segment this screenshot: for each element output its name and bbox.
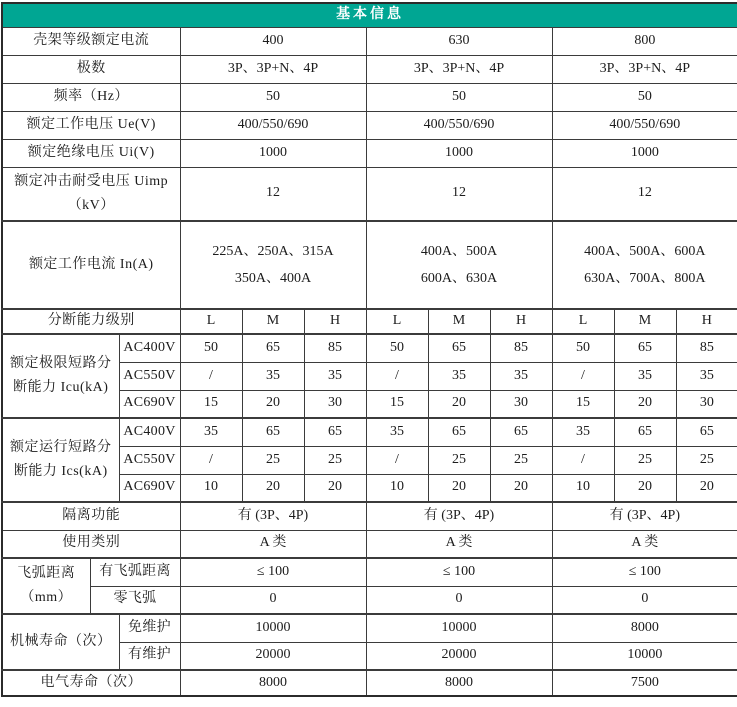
value-cell: 12 [552, 167, 737, 221]
value-cell: 35 [676, 362, 737, 390]
row-label-in-current: 额定工作电流 In(A) [2, 221, 180, 309]
value-cell: 30 [304, 390, 366, 418]
value-cell: 400 [180, 27, 366, 55]
value-cell: 35 [242, 362, 304, 390]
level-header: L [552, 309, 614, 334]
row-label-electrical-life: 电气寿命（次） [2, 670, 180, 696]
value-cell: 50 [180, 83, 366, 111]
value-cell: 85 [490, 334, 552, 362]
value-cell: 7500 [552, 670, 737, 696]
value-cell: 15 [180, 390, 242, 418]
row-label-line: 飞弧距离 [17, 566, 76, 581]
value-cell: 20 [242, 474, 304, 502]
value-cell: 3P、3P+N、4P [552, 55, 737, 83]
value-cell: 85 [676, 334, 737, 362]
table-title: 基本信息 [2, 3, 737, 27]
value-cell: 400/550/690 [180, 111, 366, 139]
level-header: L [366, 309, 428, 334]
value-cell: 15 [366, 390, 428, 418]
value-cell: 20000 [180, 642, 366, 670]
value-cell: 8000 [180, 670, 366, 696]
row-label-line: （mm） [20, 590, 73, 605]
value-cell: 65 [428, 334, 490, 362]
row-label-breaking-grade: 分断能力级别 [2, 309, 180, 334]
value-cell: 有 (3P、4P) [552, 502, 737, 530]
value-line: 630A、700A、800A [584, 271, 706, 286]
sub-label: AC400V [119, 334, 180, 362]
table-row [2, 614, 737, 642]
value-cell: 3P、3P+N、4P [180, 55, 366, 83]
value-cell: / [180, 362, 242, 390]
table-row [2, 670, 737, 696]
spec-table [1, 2, 737, 697]
value-cell: ≤ 100 [180, 558, 366, 586]
value-cell: 35 [366, 418, 428, 446]
value-cell: 65 [614, 334, 676, 362]
level-header: H [304, 309, 366, 334]
row-label-poles: 极数 [2, 55, 180, 83]
sub-label: AC690V [119, 474, 180, 502]
value-line: 600A、630A [420, 271, 498, 286]
row-label-isolation: 隔离功能 [2, 502, 180, 530]
table-row [2, 586, 737, 614]
value-cell: 65 [304, 418, 366, 446]
value-cell: 30 [490, 390, 552, 418]
value-cell: 10 [366, 474, 428, 502]
value-cell: 25 [614, 446, 676, 474]
value-cell: 35 [180, 418, 242, 446]
value-cell: 25 [676, 446, 737, 474]
value-cell: 1000 [552, 139, 737, 167]
row-label-ui: 额定绝缘电压 Ui(V) [2, 139, 180, 167]
row-label-category: 使用类别 [2, 530, 180, 558]
row-label-ics [2, 418, 119, 502]
sub-label: AC690V [119, 390, 180, 418]
value-cell: 3P、3P+N、4P [366, 55, 552, 83]
value-line: 225A、250A、315A [212, 244, 334, 259]
value-cell [552, 221, 737, 309]
value-cell: 10 [180, 474, 242, 502]
row-label-line: 额定冲击耐受电压 Uimp [14, 173, 169, 189]
value-cell: 630 [366, 27, 552, 55]
sub-label: AC400V [119, 418, 180, 446]
value-cell: 400/550/690 [366, 111, 552, 139]
value-cell: 30 [676, 390, 737, 418]
value-cell: 20 [614, 390, 676, 418]
value-cell: 1000 [180, 139, 366, 167]
value-cell: 35 [614, 362, 676, 390]
value-cell: 35 [428, 362, 490, 390]
value-cell: 10000 [366, 614, 552, 642]
value-cell: 50 [552, 334, 614, 362]
value-cell: 20 [428, 474, 490, 502]
table-row [2, 83, 737, 111]
row-label-ue: 额定工作电压 Ue(V) [2, 111, 180, 139]
level-header: M [242, 309, 304, 334]
row-label-line: 额定运行短路分 [10, 440, 112, 455]
value-cell: 20000 [366, 642, 552, 670]
value-cell: 800 [552, 27, 737, 55]
sub-label: 有飞弧距离 [90, 558, 180, 586]
level-header: H [676, 309, 737, 334]
table-row [2, 558, 737, 586]
row-label-frame-current: 壳架等级额定电流 [2, 27, 180, 55]
value-cell: 25 [242, 446, 304, 474]
value-cell [366, 221, 552, 309]
row-label-line: 断能力 Ics(kA) [13, 464, 108, 479]
level-header: M [428, 309, 490, 334]
value-cell: 10000 [552, 642, 737, 670]
level-header: H [490, 309, 552, 334]
value-cell: 0 [180, 586, 366, 614]
table-row [2, 309, 737, 334]
value-cell: 65 [676, 418, 737, 446]
value-cell: 10000 [180, 614, 366, 642]
row-label-mechanical-life: 机械寿命（次） [2, 614, 119, 670]
value-cell: 20 [614, 474, 676, 502]
value-cell: ≤ 100 [552, 558, 737, 586]
value-cell: 65 [614, 418, 676, 446]
value-cell: 65 [242, 334, 304, 362]
table-row [2, 221, 737, 309]
value-cell: 65 [490, 418, 552, 446]
value-cell: 35 [304, 362, 366, 390]
value-cell: / [180, 446, 242, 474]
row-label-line: （kV） [67, 197, 115, 213]
value-cell: 有 (3P、4P) [180, 502, 366, 530]
table-row [2, 3, 737, 27]
value-cell: 50 [366, 83, 552, 111]
row-label-arc-distance [2, 558, 90, 614]
level-header: M [614, 309, 676, 334]
value-cell: 85 [304, 334, 366, 362]
row-label-line: 额定极限短路分 [10, 356, 112, 371]
value-line: 350A、400A [234, 271, 312, 286]
table-row [2, 139, 737, 167]
value-cell: 有 (3P、4P) [366, 502, 552, 530]
value-cell: 50 [552, 83, 737, 111]
value-cell: 8000 [552, 614, 737, 642]
table-row [2, 167, 737, 221]
value-cell: 400/550/690 [552, 111, 737, 139]
value-cell: 20 [676, 474, 737, 502]
value-cell: 50 [180, 334, 242, 362]
value-cell: 20 [490, 474, 552, 502]
sub-label: 零飞弧 [90, 586, 180, 614]
value-cell: 0 [552, 586, 737, 614]
row-label-line: 断能力 Icu(kA) [13, 380, 109, 395]
value-cell: 12 [180, 167, 366, 221]
value-cell: 20 [304, 474, 366, 502]
value-cell: 35 [552, 418, 614, 446]
value-cell: 8000 [366, 670, 552, 696]
value-cell: 10 [552, 474, 614, 502]
row-label-frequency: 频率（Hz） [2, 83, 180, 111]
table-row [2, 502, 737, 530]
value-line: 400A、500A [420, 244, 498, 259]
value-cell: A 类 [366, 530, 552, 558]
table-row [2, 334, 737, 362]
value-cell: 12 [366, 167, 552, 221]
value-cell: A 类 [552, 530, 737, 558]
level-header: L [180, 309, 242, 334]
value-cell: 20 [428, 390, 490, 418]
value-cell [180, 221, 366, 309]
row-label-uimp [2, 167, 180, 221]
value-cell: 25 [490, 446, 552, 474]
table-row [2, 418, 737, 446]
value-cell: 0 [366, 586, 552, 614]
value-cell: 35 [490, 362, 552, 390]
row-label-icu [2, 334, 119, 418]
sub-label: 免维护 [119, 614, 180, 642]
table-row [2, 55, 737, 83]
value-cell: / [552, 446, 614, 474]
table-row [2, 111, 737, 139]
table-row [2, 27, 737, 55]
value-cell: / [366, 446, 428, 474]
value-cell: 50 [366, 334, 428, 362]
sub-label: AC550V [119, 362, 180, 390]
value-cell: / [552, 362, 614, 390]
value-cell: A 类 [180, 530, 366, 558]
sub-label: AC550V [119, 446, 180, 474]
value-cell: ≤ 100 [366, 558, 552, 586]
value-line: 400A、500A、600A [584, 244, 706, 259]
value-cell: 65 [428, 418, 490, 446]
value-cell: 65 [242, 418, 304, 446]
sub-label: 有维护 [119, 642, 180, 670]
value-cell: 25 [428, 446, 490, 474]
value-cell: 15 [552, 390, 614, 418]
value-cell: 25 [304, 446, 366, 474]
value-cell: / [366, 362, 428, 390]
value-cell: 1000 [366, 139, 552, 167]
table-row [2, 530, 737, 558]
value-cell: 20 [242, 390, 304, 418]
